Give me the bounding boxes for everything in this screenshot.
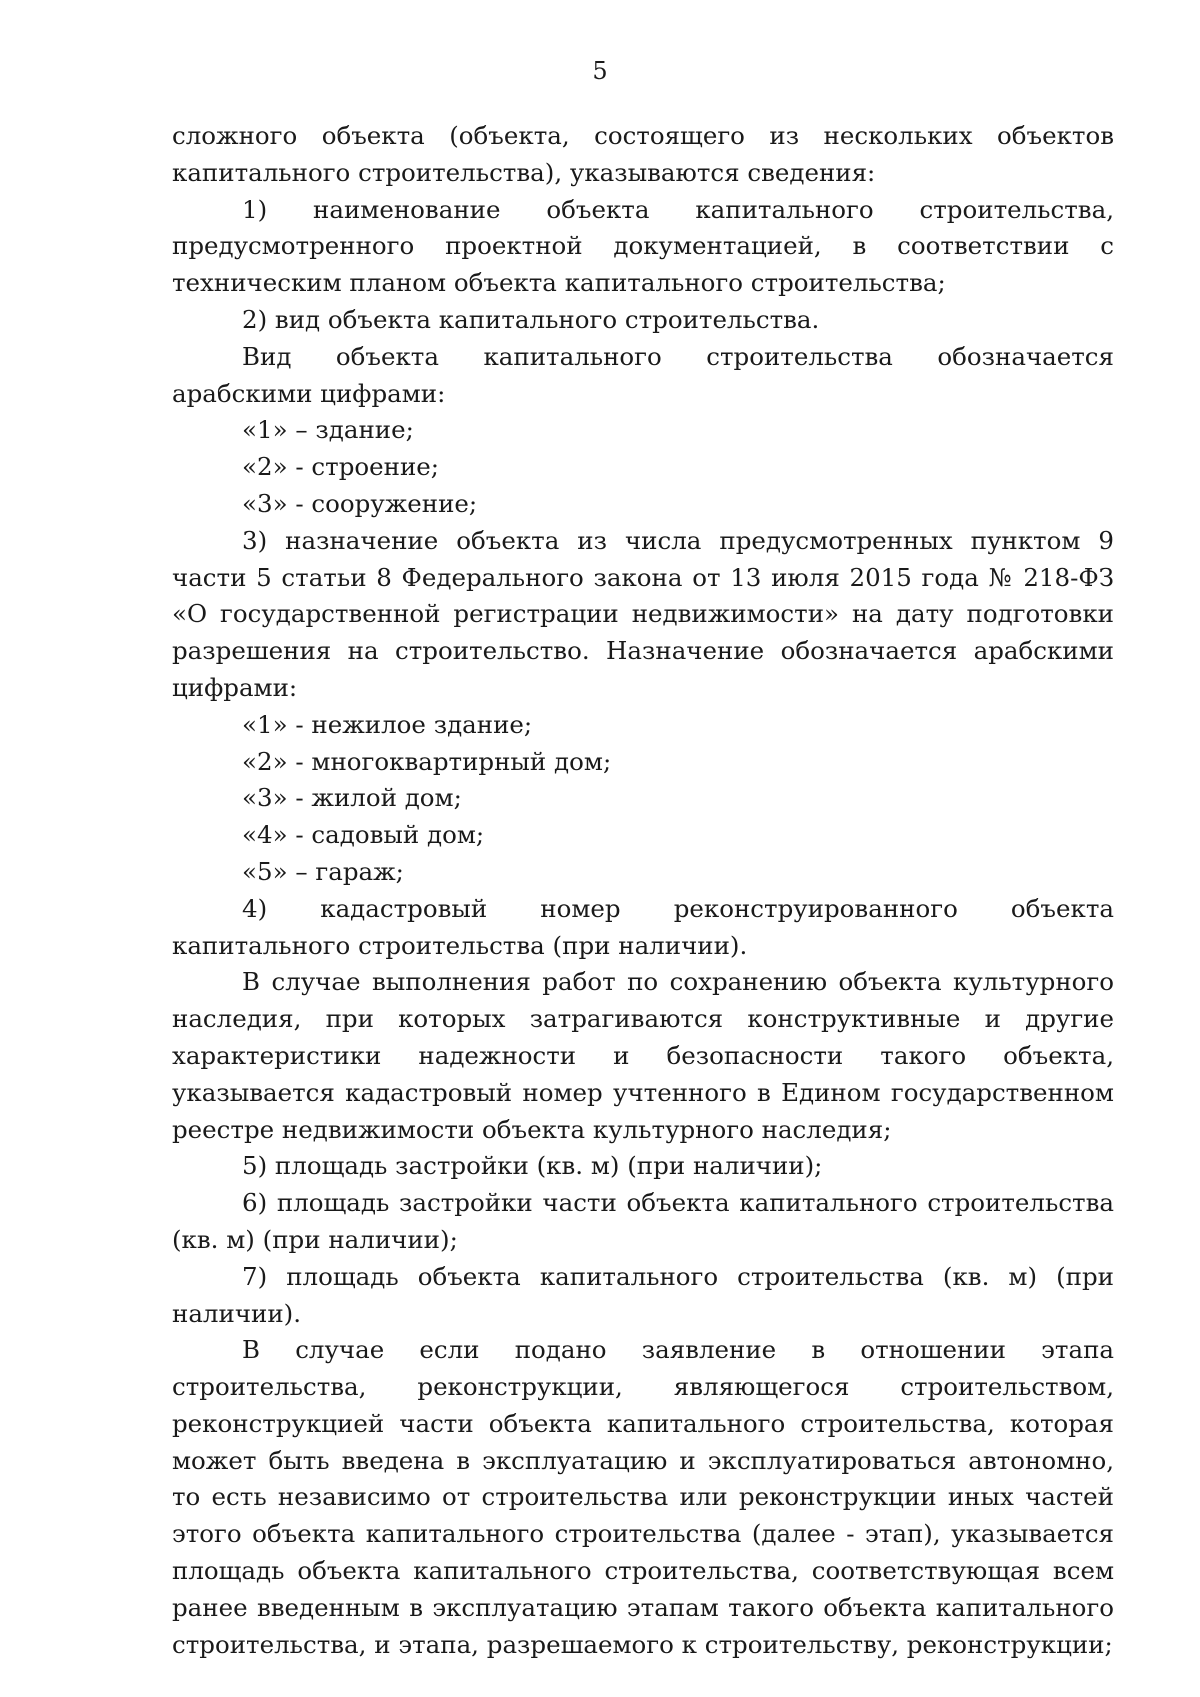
paragraph-continuation: сложного объекта (объекта, состоящего из нескольких объектов капитального строительства), указываются сведения: (172, 121, 1114, 187)
purpose-code-4: «4» - садовый дом; (242, 820, 485, 850)
type-code-2: «2» - строение; (242, 452, 440, 482)
paragraph-cultural-heritage: В случае выполнения работ по сохранению объекта культурного наследия, при которых затрагиваются конструктивные и другие характеристики надежности и безопасности такого объекта, указывается кадастровый номер учтенного в Едином государственном реестре недвижимости объекта культурного наследия; (172, 967, 1114, 1144)
page-number: 5 (592, 57, 608, 85)
purpose-code-5: «5» – гараж; (242, 856, 404, 886)
purpose-code-2: «2» - многоквартирный дом; (242, 746, 612, 776)
type-code-1: «1» – здание; (242, 415, 414, 445)
document-body (172, 118, 1114, 1663)
list-item-2-type: 2) вид объекта капитального строительства. (242, 304, 820, 334)
list-item-4-cadastral: 4) кадастровый номер реконструированного объекта капитального строительства (при наличии). (172, 893, 1114, 960)
list-item-3-purpose: 3) назначение объекта из числа предусмотренных пунктом 9 части 5 статьи 8 Федерального закона от 13 июля 2015 года № 218-ФЗ «О государственной регистрации недвижимости» на дату подготовки разрешения на строительство. Назначение обозначается арабскими цифрами: (172, 525, 1114, 702)
list-item-7-object-area: 7) площадь объекта капитального строительства (кв. м) (при наличии). (172, 1261, 1114, 1328)
list-item-6-part-area: 6) площадь застройки части объекта капитального строительства (кв. м) (при наличии); (172, 1188, 1114, 1254)
type-code-3: «3» - сооружение; (242, 488, 478, 518)
paragraph-type-legend: Вид объекта капитального строительства обозначается арабскими цифрами: (172, 341, 1114, 408)
list-item-5-building-area: 5) площадь застройки (кв. м) (при наличии); (242, 1151, 823, 1181)
purpose-code-1: «1» - нежилое здание; (242, 709, 533, 739)
list-item-1-name: 1) наименование объекта капитального строительства, предусмотренного проектной документацией, в соответствии с техническим планом объекта капитального строительства; (172, 194, 1114, 298)
purpose-code-3: «3» - жилой дом; (242, 783, 462, 813)
paragraph-stage: В случае если подано заявление в отношении этапа строительства, реконструкции, являющегося строительством, реконструкцией части объекта капитального строительства, которая может быть введена в эксплуатацию и эксплуатироваться автономно, то есть независимо от строительства или реконструкции иных частей этого объекта капитального строительства (далее - этап), указывается площадь объекта капитального строительства, соответствующая всем ранее введенным в эксплуатацию этапам такого объекта капитального строительства, и этапа, разрешаемого к строительству, реконструкции; (172, 1335, 1114, 1659)
